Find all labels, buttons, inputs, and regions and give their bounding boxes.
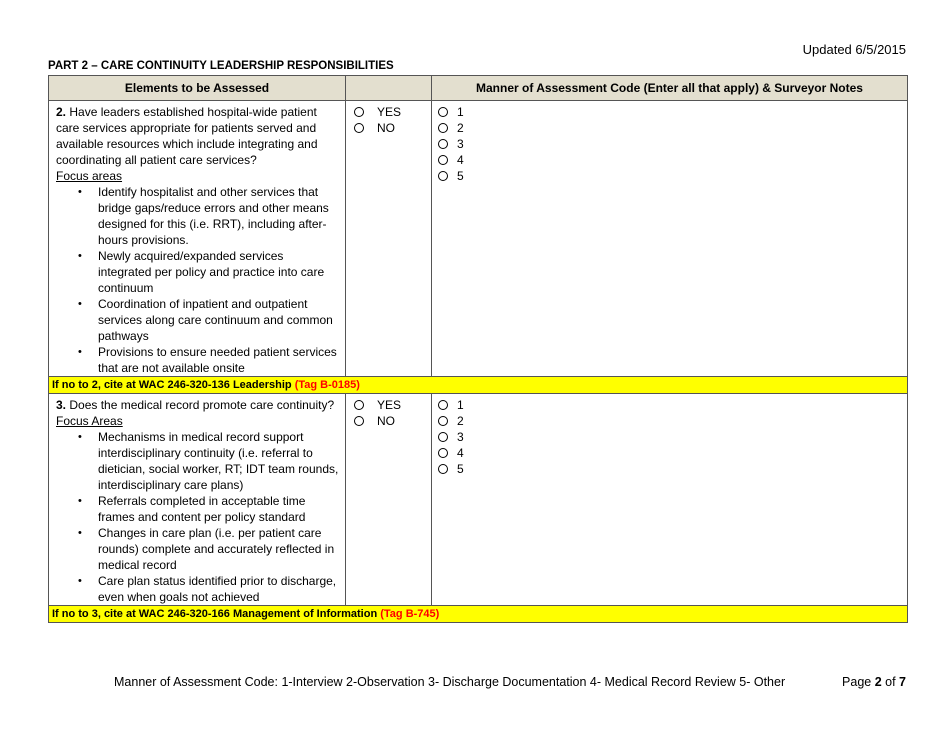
q3-code-option-2[interactable]	[438, 413, 901, 429]
q2-yes-option[interactable]	[354, 104, 425, 120]
footer-codes-legend: Manner of Assessment Code: 1-Interview 2-Observation 3- Discharge Documentation 4- Medical Record Review 5- Other	[114, 675, 786, 689]
q2-code-option-5[interactable]	[438, 168, 901, 184]
code-label: 4	[457, 153, 464, 167]
code-label: 4	[457, 446, 464, 460]
radio-circle-icon[interactable]	[438, 139, 448, 149]
radio-circle-icon[interactable]	[354, 107, 364, 117]
radio-circle-icon[interactable]	[438, 107, 448, 117]
code-label: 5	[457, 169, 464, 183]
q3-yes-label: YES	[377, 398, 402, 412]
q2-no-label: NO	[377, 121, 395, 135]
question-2-number: 2.	[56, 105, 67, 119]
q3-code-option-4[interactable]	[438, 445, 901, 461]
part-title: PART 2 – CARE CONTINUITY LEADERSHIP RESPONSIBILITIES	[48, 60, 394, 72]
list-item: • Provisions to ensure needed patient services that are not available onsite	[72, 344, 339, 376]
list-item: • Coordination of inpatient and outpatient services along care continuum and common pathways	[72, 296, 339, 344]
q3-yes-option[interactable]	[354, 397, 425, 413]
question-3-cite-row	[49, 606, 908, 623]
radio-circle-icon[interactable]	[438, 464, 448, 474]
list-item: • Changes in care plan (i.e. per patient care rounds) complete and accurately reflected in medical record	[72, 525, 339, 573]
question-3-codes-cell	[432, 394, 908, 606]
cite-text: If no to 2, cite at WAC 246-320-136 Leadership	[52, 379, 295, 391]
cite-tag: (Tag B-0185)	[294, 379, 360, 391]
question-2-row	[49, 101, 908, 377]
table-header-row	[49, 76, 908, 101]
q2-no-option[interactable]	[354, 120, 425, 136]
code-label: 5	[457, 462, 464, 476]
q3-code-option-1[interactable]	[438, 397, 901, 413]
q3-code-option-3[interactable]	[438, 429, 901, 445]
page-of: of	[881, 675, 900, 689]
question-3-focus-list	[56, 429, 339, 605]
question-2-cite-row	[49, 377, 908, 394]
radio-circle-icon[interactable]	[438, 400, 448, 410]
list-item: • Care plan status identified prior to discharge, even when goals not achieved	[72, 573, 339, 605]
question-3-yesno-cell	[346, 394, 432, 606]
question-3-row	[49, 394, 908, 606]
list-item: • Referrals completed in acceptable time frames and content per policy standard	[72, 493, 339, 525]
col-header-manner: Manner of Assessment Code (Enter all that apply) & Surveyor Notes	[432, 76, 908, 101]
radio-circle-icon[interactable]	[438, 155, 448, 165]
cite-text: If no to 3, cite at WAC 246-320-166 Management of Information	[52, 608, 381, 620]
q3-no-option[interactable]	[354, 413, 425, 429]
radio-circle-icon[interactable]	[354, 400, 364, 410]
page-total: 7	[899, 675, 906, 689]
question-2-cite	[49, 377, 908, 394]
question-2-cell	[49, 101, 346, 377]
question-2-codes-cell	[432, 101, 908, 377]
question-3-focus-label: Focus Areas	[56, 414, 123, 428]
page-number	[842, 675, 906, 689]
q2-code-option-2[interactable]	[438, 120, 901, 136]
list-item: • Mechanisms in medical record support interdisciplinary continuity (i.e. referral to dietician, social worker, RT; IDT team rounds, interdisciplinary care plans)	[72, 429, 339, 493]
code-label: 1	[457, 105, 464, 119]
radio-circle-icon[interactable]	[438, 416, 448, 426]
code-label: 3	[457, 137, 464, 151]
radio-circle-icon[interactable]	[438, 123, 448, 133]
radio-circle-icon[interactable]	[438, 171, 448, 181]
q2-yes-label: YES	[377, 105, 402, 119]
cite-tag: (Tag B-745)	[380, 608, 440, 620]
updated-date: Updated 6/5/2015	[802, 42, 906, 57]
question-2-focus-label: Focus areas	[56, 169, 123, 183]
q2-code-option-4[interactable]	[438, 152, 901, 168]
question-3-cite	[49, 606, 908, 623]
code-label: 3	[457, 430, 464, 444]
list-item: • Newly acquired/expanded services integrated per policy and practice into care continuum	[72, 248, 339, 296]
question-2-focus-list	[56, 184, 339, 376]
assessment-table	[48, 75, 908, 623]
question-2-yesno-cell	[346, 101, 432, 377]
radio-circle-icon[interactable]	[438, 432, 448, 442]
radio-circle-icon[interactable]	[354, 123, 364, 133]
code-label: 2	[457, 414, 464, 428]
col-header-yesno	[346, 76, 432, 101]
page-prefix: Page	[842, 675, 875, 689]
code-label: 1	[457, 398, 464, 412]
radio-circle-icon[interactable]	[438, 448, 448, 458]
q2-code-option-3[interactable]	[438, 136, 901, 152]
q2-code-option-1[interactable]	[438, 104, 901, 120]
question-2-text: Have leaders established hospital-wide patient care services appropriate for patients served and available resources which include integrating and coordinating all patient care services?	[56, 105, 318, 167]
question-3-cell	[49, 394, 346, 606]
question-3-text: Does the medical record promote care continuity?	[66, 398, 335, 412]
q3-code-option-5[interactable]	[438, 461, 901, 477]
col-header-elements: Elements to be Assessed	[49, 76, 346, 101]
q3-no-label: NO	[377, 414, 395, 428]
radio-circle-icon[interactable]	[354, 416, 364, 426]
question-3-number: 3.	[56, 398, 67, 412]
code-label: 2	[457, 121, 464, 135]
list-item: • Identify hospitalist and other services that bridge gaps/reduce errors and other means designed for this (i.e. RRT), including after-hours provisions.	[72, 184, 339, 248]
page-current: 2	[874, 675, 882, 689]
